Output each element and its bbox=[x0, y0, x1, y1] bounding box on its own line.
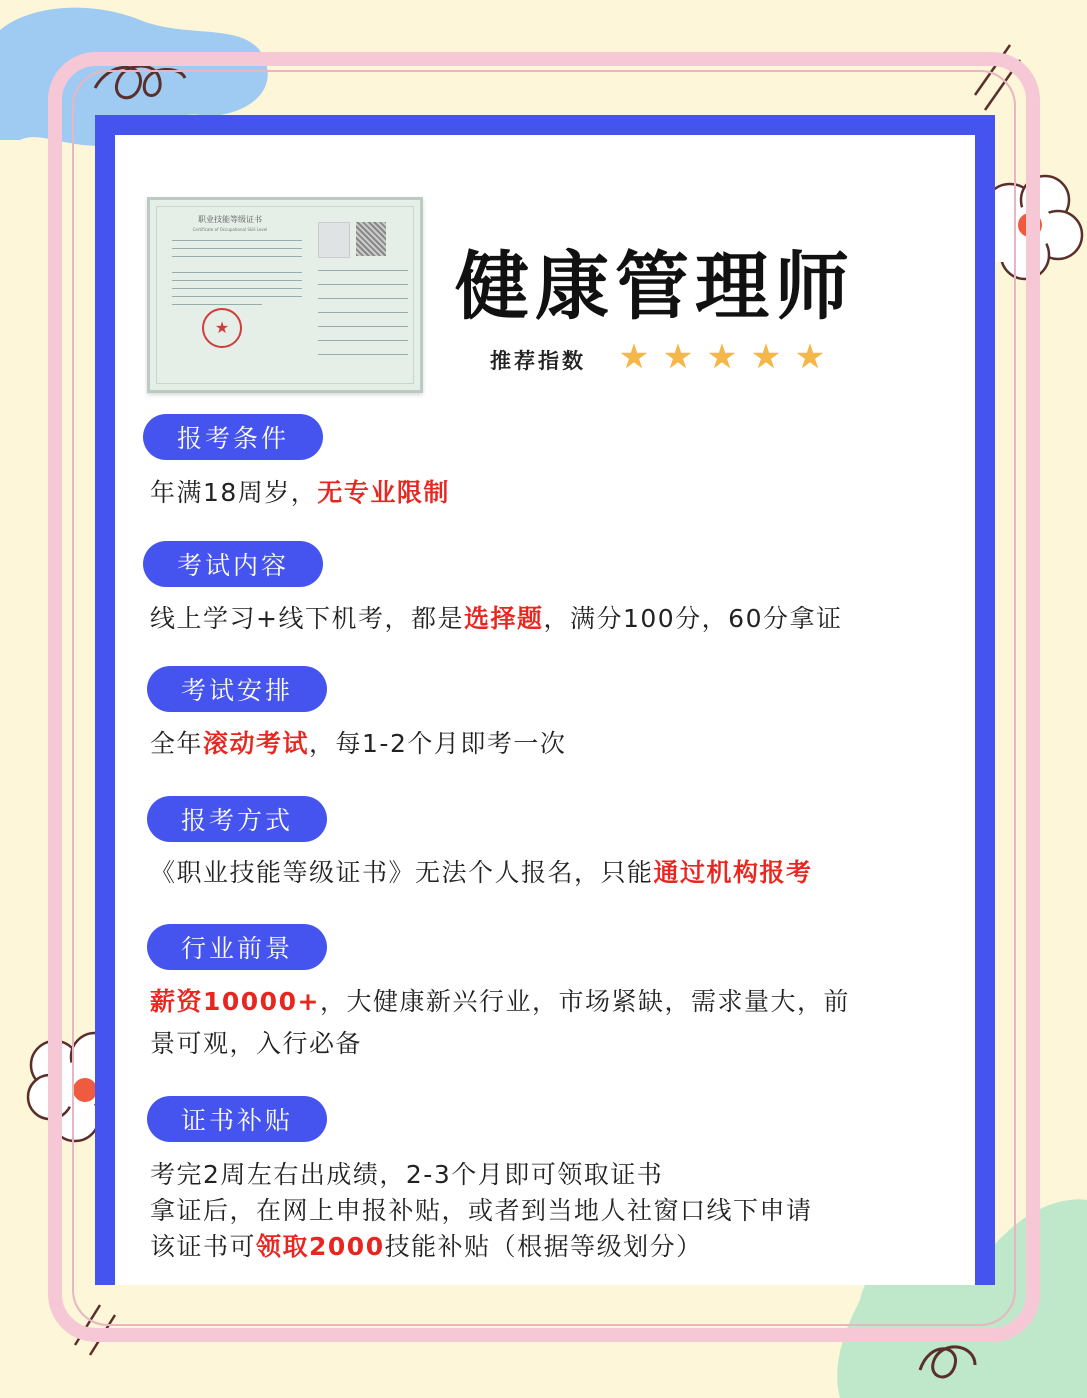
star-icon: ★ bbox=[618, 337, 650, 377]
section-text-line bbox=[150, 723, 566, 765]
body-text: 《职业技能等级证书》无法个人报名，只能 bbox=[150, 858, 654, 887]
recommend-label: 推荐指数 bbox=[490, 349, 586, 373]
rating-stars bbox=[615, 337, 829, 377]
certificate-text-line bbox=[172, 248, 302, 249]
body-text: 技能补贴（根据等级划分） bbox=[384, 1232, 703, 1261]
body-text: ，满分100分，60分拿证 bbox=[543, 604, 843, 633]
page-title: 健康管理师 bbox=[455, 244, 855, 330]
certificate-field-line bbox=[318, 340, 408, 341]
certificate-text-line bbox=[172, 272, 302, 273]
section-heading: 考试内容 bbox=[143, 541, 323, 587]
section-text-line bbox=[150, 981, 850, 1023]
certificate-subtitle: Certificate of Occupational Skill Level bbox=[192, 227, 268, 232]
certificate-photo bbox=[318, 222, 350, 258]
section-heading: 考试安排 bbox=[147, 666, 327, 712]
highlight-text: 选择题 bbox=[463, 604, 544, 633]
certificate-seal-icon: ★ bbox=[202, 308, 242, 348]
section-text-line bbox=[150, 852, 813, 894]
section-text-line bbox=[150, 1226, 703, 1268]
certificate-text-line bbox=[172, 256, 302, 257]
certificate-field-line bbox=[318, 354, 408, 355]
certificate-field-line bbox=[318, 298, 408, 299]
certificate-text-line bbox=[172, 288, 302, 289]
certificate-field-line bbox=[318, 284, 408, 285]
highlight-text: 薪资10000+ bbox=[150, 987, 320, 1016]
section-heading: 行业前景 bbox=[147, 924, 327, 970]
star-icon: ★ bbox=[662, 337, 694, 377]
certificate-field-line bbox=[318, 326, 408, 327]
section-text-line bbox=[150, 472, 450, 514]
body-text: ，每1-2个月即考一次 bbox=[309, 729, 567, 758]
certificate-text-line bbox=[172, 280, 302, 281]
body-text: 线上学习+线下机考，都是 bbox=[150, 604, 464, 633]
certificate-field-line bbox=[318, 312, 408, 313]
star-icon: ★ bbox=[706, 337, 738, 377]
certificate-text-line bbox=[172, 240, 302, 241]
section-text-line bbox=[150, 598, 843, 640]
section-heading: 报考条件 bbox=[143, 414, 323, 460]
highlight-text: 通过机构报考 bbox=[653, 858, 813, 887]
highlight-text: 滚动考试 bbox=[203, 729, 310, 758]
certificate-qr bbox=[356, 222, 386, 256]
body-text: 景可观，入行必备 bbox=[150, 1029, 363, 1058]
body-text: 考完2周左右出成绩，2-3个月即可领取证书 bbox=[150, 1160, 664, 1189]
highlight-text: 无专业限制 bbox=[317, 478, 450, 507]
section-text-line bbox=[150, 1023, 362, 1065]
certificate-field-line bbox=[318, 270, 408, 271]
section-heading: 报考方式 bbox=[147, 796, 327, 842]
body-text: 拿证后，在网上申报补贴，或者到当地人社窗口线下申请 bbox=[150, 1196, 813, 1225]
certificate-title: 职业技能等级证书 bbox=[198, 215, 262, 224]
highlight-text: 领取2000 bbox=[256, 1232, 385, 1261]
body-text: 该证书可 bbox=[150, 1232, 257, 1261]
certificate-text-line bbox=[172, 304, 262, 305]
body-text: 年满18周岁， bbox=[150, 478, 318, 507]
certificate-image bbox=[147, 197, 423, 393]
section-heading: 证书补贴 bbox=[147, 1096, 327, 1142]
certificate-text-line bbox=[172, 296, 302, 297]
body-text: 全年 bbox=[150, 729, 204, 758]
body-text: ，大健康新兴行业，市场紧缺，需求量大，前 bbox=[319, 987, 850, 1016]
star-icon: ★ bbox=[750, 337, 782, 377]
star-icon: ★ bbox=[794, 337, 826, 377]
